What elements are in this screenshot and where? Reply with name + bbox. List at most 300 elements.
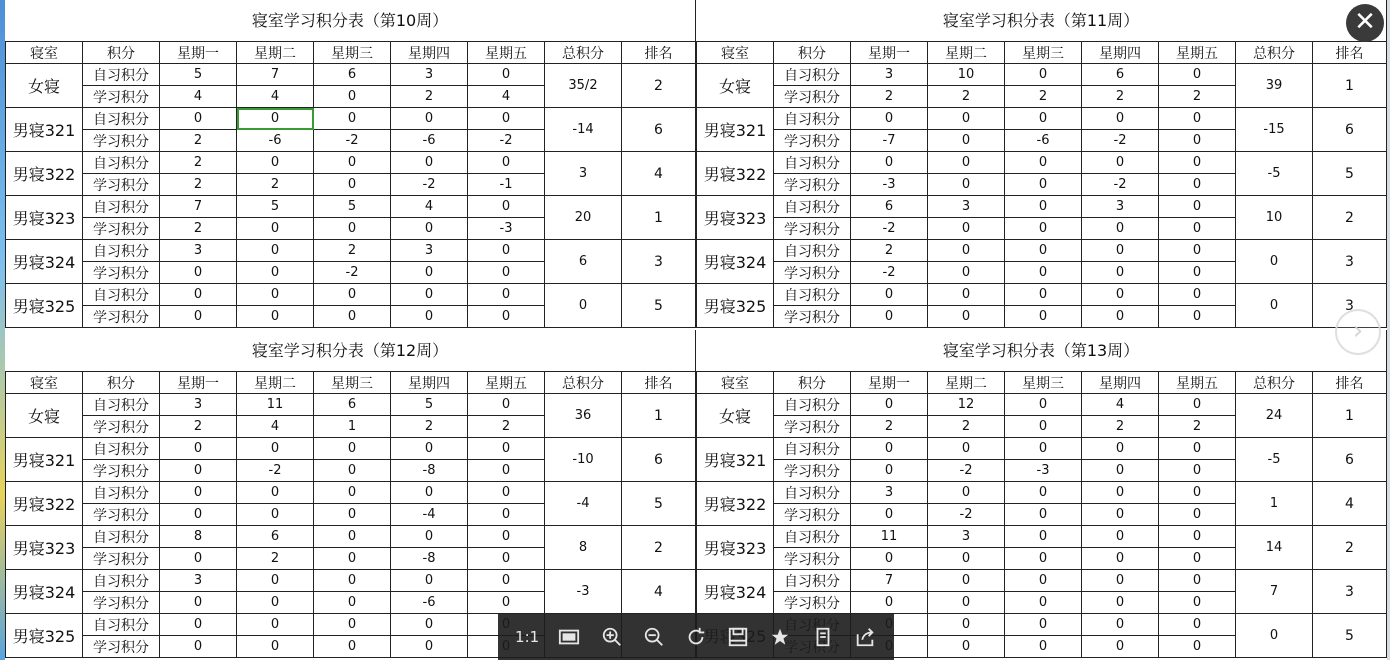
score-cell[interactable]: 0 — [1005, 64, 1082, 86]
score-type-cell[interactable]: 自习积分 — [83, 64, 160, 86]
score-cell[interactable]: 0 — [468, 548, 545, 570]
score-cell[interactable]: 0 — [160, 284, 237, 306]
score-cell[interactable]: 0 — [314, 108, 391, 130]
score-cell[interactable]: 0 — [314, 592, 391, 614]
score-cell[interactable]: 4 — [237, 416, 314, 438]
score-cell[interactable]: 0 — [1005, 548, 1082, 570]
score-type-cell[interactable]: 自习积分 — [83, 526, 160, 548]
score-cell[interactable]: 2 — [391, 416, 468, 438]
score-type-cell[interactable]: 自习积分 — [774, 108, 851, 130]
score-cell[interactable]: 0 — [1005, 592, 1082, 614]
score-cell[interactable]: 2 — [851, 416, 928, 438]
share-button[interactable] — [849, 621, 881, 653]
score-cell[interactable]: 0 — [391, 262, 468, 284]
score-cell[interactable]: 0 — [1159, 504, 1236, 526]
save-button[interactable] — [722, 621, 754, 653]
score-cell[interactable]: 2 — [160, 416, 237, 438]
score-cell[interactable]: 2 — [928, 86, 1005, 108]
total-score-cell[interactable]: 36 — [545, 394, 622, 438]
score-cell[interactable]: 0 — [1005, 570, 1082, 592]
score-cell[interactable]: 2 — [928, 416, 1005, 438]
score-cell[interactable]: 0 — [1159, 152, 1236, 174]
score-cell[interactable]: 0 — [468, 108, 545, 130]
score-cell[interactable]: 0 — [237, 284, 314, 306]
score-cell[interactable]: 2 — [160, 218, 237, 240]
score-cell[interactable]: 4 — [1082, 394, 1159, 416]
score-cell[interactable]: 11 — [237, 394, 314, 416]
score-cell[interactable]: 0 — [237, 306, 314, 328]
rank-cell[interactable]: 6 — [1313, 108, 1387, 152]
score-cell[interactable]: 0 — [468, 504, 545, 526]
room-name-cell[interactable]: 男寝324 — [6, 240, 83, 284]
score-cell[interactable]: 0 — [1159, 614, 1236, 636]
score-type-cell[interactable]: 自习积分 — [83, 152, 160, 174]
score-cell[interactable]: 5 — [391, 394, 468, 416]
score-cell[interactable]: 0 — [237, 482, 314, 504]
score-cell[interactable]: -7 — [851, 130, 928, 152]
score-cell[interactable]: 0 — [851, 394, 928, 416]
score-cell[interactable]: 0 — [160, 262, 237, 284]
total-score-cell[interactable]: -10 — [545, 438, 622, 482]
score-cell[interactable]: 0 — [1005, 614, 1082, 636]
score-cell[interactable]: -8 — [391, 460, 468, 482]
rank-cell[interactable]: 2 — [622, 526, 696, 570]
score-type-cell[interactable]: 学习积分 — [774, 592, 851, 614]
score-cell[interactable]: 0 — [851, 306, 928, 328]
rank-cell[interactable]: 2 — [622, 64, 696, 108]
score-cell[interactable]: 4 — [468, 86, 545, 108]
score-cell[interactable]: 0 — [160, 504, 237, 526]
score-cell[interactable]: 0 — [1005, 482, 1082, 504]
score-type-cell[interactable]: 学习积分 — [774, 262, 851, 284]
score-cell[interactable]: -3 — [1005, 460, 1082, 482]
room-name-cell[interactable]: 女寝 — [6, 394, 83, 438]
score-cell[interactable]: 3 — [851, 64, 928, 86]
score-cell[interactable]: 0 — [391, 438, 468, 460]
score-cell[interactable]: 0 — [314, 460, 391, 482]
score-cell[interactable]: 0 — [160, 482, 237, 504]
room-name-cell[interactable]: 男寝323 — [6, 526, 83, 570]
score-cell[interactable]: 0 — [160, 548, 237, 570]
score-cell[interactable]: 0 — [314, 482, 391, 504]
score-type-cell[interactable]: 学习积分 — [83, 86, 160, 108]
score-cell[interactable]: 0 — [851, 460, 928, 482]
score-type-cell[interactable]: 学习积分 — [774, 86, 851, 108]
score-cell[interactable]: -6 — [237, 130, 314, 152]
score-cell[interactable]: 2 — [1082, 416, 1159, 438]
score-cell[interactable]: 0 — [928, 240, 1005, 262]
score-cell[interactable]: 0 — [928, 614, 1005, 636]
close-button[interactable] — [1346, 4, 1384, 42]
room-name-cell[interactable]: 女寝 — [697, 394, 774, 438]
score-cell[interactable]: -6 — [1005, 130, 1082, 152]
score-cell[interactable]: 0 — [1005, 636, 1082, 658]
score-cell[interactable]: 0 — [314, 614, 391, 636]
score-cell[interactable]: 0 — [1159, 130, 1236, 152]
room-name-cell[interactable]: 男寝324 — [6, 570, 83, 614]
room-name-cell[interactable]: 男寝321 — [697, 108, 774, 152]
score-cell[interactable]: 0 — [1005, 174, 1082, 196]
score-cell[interactable]: 0 — [468, 262, 545, 284]
rank-cell[interactable]: 3 — [622, 240, 696, 284]
rank-cell[interactable]: 2 — [1313, 526, 1387, 570]
score-cell[interactable]: 0 — [1159, 438, 1236, 460]
score-cell[interactable]: 0 — [468, 592, 545, 614]
score-type-cell[interactable]: 学习积分 — [83, 592, 160, 614]
score-cell[interactable]: 0 — [851, 438, 928, 460]
score-cell[interactable]: 4 — [237, 86, 314, 108]
score-cell[interactable]: 11 — [851, 526, 928, 548]
score-cell[interactable]: 1 — [314, 416, 391, 438]
rank-cell[interactable]: 6 — [622, 438, 696, 482]
score-cell[interactable]: 0 — [237, 592, 314, 614]
rank-cell[interactable]: 6 — [1313, 438, 1387, 482]
score-type-cell[interactable]: 自习积分 — [774, 64, 851, 86]
score-cell[interactable]: 0 — [1082, 240, 1159, 262]
score-cell[interactable]: -2 — [314, 130, 391, 152]
total-score-cell[interactable]: 35/2 — [545, 64, 622, 108]
score-cell[interactable]: 0 — [237, 152, 314, 174]
score-cell[interactable]: 7 — [851, 570, 928, 592]
score-cell[interactable]: 0 — [1082, 284, 1159, 306]
score-cell[interactable]: 0 — [1159, 240, 1236, 262]
score-cell[interactable]: 0 — [160, 306, 237, 328]
score-cell[interactable]: 0 — [1005, 262, 1082, 284]
score-cell[interactable]: 8 — [160, 526, 237, 548]
rank-cell[interactable]: 1 — [622, 394, 696, 438]
score-cell[interactable]: 0 — [237, 108, 314, 130]
fit-window-button[interactable] — [553, 621, 585, 653]
rank-cell[interactable]: 1 — [1313, 64, 1387, 108]
score-type-cell[interactable]: 学习积分 — [83, 306, 160, 328]
score-cell[interactable]: 0 — [237, 636, 314, 658]
score-cell[interactable]: 0 — [1082, 548, 1159, 570]
score-cell[interactable]: 0 — [314, 174, 391, 196]
score-cell[interactable]: -8 — [391, 548, 468, 570]
total-score-cell[interactable]: -14 — [545, 108, 622, 152]
total-score-cell[interactable]: -5 — [1236, 152, 1313, 196]
score-cell[interactable]: 0 — [928, 262, 1005, 284]
score-cell[interactable]: 0 — [928, 284, 1005, 306]
score-cell[interactable]: 0 — [314, 86, 391, 108]
score-cell[interactable]: -2 — [237, 460, 314, 482]
room-name-cell[interactable]: 男寝323 — [6, 196, 83, 240]
total-score-cell[interactable]: 24 — [1236, 394, 1313, 438]
copy-button[interactable] — [807, 621, 839, 653]
score-cell[interactable]: 0 — [468, 284, 545, 306]
score-cell[interactable]: 2 — [1082, 86, 1159, 108]
score-cell[interactable]: 0 — [468, 438, 545, 460]
zoom-out-button[interactable] — [638, 621, 670, 653]
room-name-cell[interactable]: 男寝325 — [697, 284, 774, 328]
score-type-cell[interactable]: 学习积分 — [774, 130, 851, 152]
score-type-cell[interactable]: 学习积分 — [774, 416, 851, 438]
score-cell[interactable]: 0 — [1005, 218, 1082, 240]
score-cell[interactable]: 0 — [851, 592, 928, 614]
score-cell[interactable]: 0 — [1005, 438, 1082, 460]
score-cell[interactable]: 0 — [851, 504, 928, 526]
score-cell[interactable]: 0 — [1159, 284, 1236, 306]
room-name-cell[interactable]: 男寝321 — [6, 108, 83, 152]
score-cell[interactable]: 0 — [928, 218, 1005, 240]
score-cell[interactable]: 0 — [1005, 284, 1082, 306]
score-cell[interactable]: 0 — [851, 152, 928, 174]
score-cell[interactable]: 0 — [391, 636, 468, 658]
score-cell[interactable]: 0 — [1082, 306, 1159, 328]
score-cell[interactable]: 0 — [928, 570, 1005, 592]
room-name-cell[interactable]: 男寝322 — [6, 482, 83, 526]
score-cell[interactable]: 0 — [928, 130, 1005, 152]
score-type-cell[interactable]: 自习积分 — [774, 394, 851, 416]
score-cell[interactable]: 0 — [237, 262, 314, 284]
room-name-cell[interactable]: 男寝325 — [6, 614, 83, 658]
score-cell[interactable]: 0 — [1005, 416, 1082, 438]
score-cell[interactable]: 0 — [160, 614, 237, 636]
rank-cell[interactable]: 1 — [622, 196, 696, 240]
next-image-button[interactable] — [1335, 309, 1381, 355]
score-cell[interactable]: 0 — [1159, 636, 1236, 658]
score-cell[interactable]: 0 — [468, 460, 545, 482]
score-cell[interactable]: -2 — [391, 174, 468, 196]
score-cell[interactable]: -2 — [314, 262, 391, 284]
score-cell[interactable]: 6 — [1082, 64, 1159, 86]
rank-cell[interactable]: 6 — [622, 108, 696, 152]
room-name-cell[interactable]: 男寝321 — [6, 438, 83, 482]
score-cell[interactable]: 0 — [1159, 262, 1236, 284]
score-cell[interactable]: 0 — [1159, 482, 1236, 504]
score-cell[interactable]: 0 — [928, 592, 1005, 614]
score-cell[interactable]: 0 — [314, 438, 391, 460]
score-cell[interactable]: 0 — [1005, 108, 1082, 130]
score-cell[interactable]: 0 — [468, 196, 545, 218]
score-cell[interactable]: 0 — [468, 526, 545, 548]
score-cell[interactable]: -3 — [468, 218, 545, 240]
score-cell[interactable]: 0 — [391, 284, 468, 306]
score-type-cell[interactable]: 学习积分 — [83, 548, 160, 570]
score-cell[interactable]: 0 — [1159, 570, 1236, 592]
rank-cell[interactable]: 3 — [1313, 284, 1387, 328]
score-type-cell[interactable]: 自习积分 — [774, 196, 851, 218]
room-name-cell[interactable]: 男寝322 — [6, 152, 83, 196]
score-type-cell[interactable]: 学习积分 — [83, 130, 160, 152]
score-cell[interactable]: 0 — [237, 218, 314, 240]
score-cell[interactable]: 0 — [391, 614, 468, 636]
score-cell[interactable]: 0 — [1005, 240, 1082, 262]
score-cell[interactable]: -2 — [468, 130, 545, 152]
score-cell[interactable]: 3 — [160, 240, 237, 262]
score-cell[interactable]: 0 — [1159, 394, 1236, 416]
score-cell[interactable]: 0 — [391, 306, 468, 328]
score-cell[interactable]: 0 — [1082, 570, 1159, 592]
score-cell[interactable]: 0 — [237, 438, 314, 460]
score-cell[interactable]: 7 — [237, 64, 314, 86]
score-cell[interactable]: 0 — [928, 636, 1005, 658]
score-cell[interactable]: 0 — [314, 548, 391, 570]
score-cell[interactable]: 0 — [1159, 108, 1236, 130]
score-cell[interactable]: 0 — [160, 438, 237, 460]
rank-cell[interactable]: 5 — [1313, 152, 1387, 196]
score-cell[interactable]: 2 — [160, 174, 237, 196]
score-cell[interactable]: 0 — [468, 482, 545, 504]
score-cell[interactable]: 2 — [1159, 416, 1236, 438]
score-cell[interactable]: 0 — [851, 284, 928, 306]
room-name-cell[interactable]: 男寝322 — [697, 482, 774, 526]
score-type-cell[interactable]: 学习积分 — [83, 636, 160, 658]
score-cell[interactable]: 0 — [1159, 592, 1236, 614]
rank-cell[interactable]: 3 — [1313, 240, 1387, 284]
score-cell[interactable]: 3 — [160, 570, 237, 592]
score-cell[interactable]: 0 — [1082, 482, 1159, 504]
score-type-cell[interactable]: 自习积分 — [774, 240, 851, 262]
score-cell[interactable]: -2 — [928, 504, 1005, 526]
score-cell[interactable]: -2 — [1082, 130, 1159, 152]
score-cell[interactable]: 0 — [851, 548, 928, 570]
score-cell[interactable]: 5 — [314, 196, 391, 218]
score-cell[interactable]: 0 — [1082, 526, 1159, 548]
score-cell[interactable]: 0 — [1159, 526, 1236, 548]
score-type-cell[interactable]: 自习积分 — [83, 108, 160, 130]
score-cell[interactable]: 0 — [1159, 64, 1236, 86]
total-score-cell[interactable]: 20 — [545, 196, 622, 240]
score-cell[interactable]: 5 — [160, 64, 237, 86]
score-cell[interactable]: 0 — [237, 614, 314, 636]
score-cell[interactable]: 0 — [160, 592, 237, 614]
score-cell[interactable]: 0 — [1005, 196, 1082, 218]
rank-cell[interactable]: 5 — [1313, 614, 1387, 658]
total-score-cell[interactable]: 10 — [1236, 196, 1313, 240]
score-cell[interactable]: 0 — [928, 306, 1005, 328]
total-score-cell[interactable]: 0 — [1236, 284, 1313, 328]
score-cell[interactable]: 6 — [237, 526, 314, 548]
score-cell[interactable]: 0 — [1159, 174, 1236, 196]
favorite-button[interactable] — [764, 621, 796, 653]
score-type-cell[interactable]: 学习积分 — [774, 548, 851, 570]
score-cell[interactable]: 2 — [160, 152, 237, 174]
score-cell[interactable]: -6 — [391, 130, 468, 152]
score-cell[interactable]: 0 — [237, 504, 314, 526]
score-cell[interactable]: 0 — [928, 438, 1005, 460]
score-type-cell[interactable]: 学习积分 — [83, 174, 160, 196]
rank-cell[interactable]: 3 — [1313, 570, 1387, 614]
score-cell[interactable]: 0 — [1005, 504, 1082, 526]
score-cell[interactable]: 6 — [851, 196, 928, 218]
score-cell[interactable]: 0 — [1005, 526, 1082, 548]
score-cell[interactable]: 2 — [314, 240, 391, 262]
score-type-cell[interactable]: 自习积分 — [83, 394, 160, 416]
score-type-cell[interactable]: 自习积分 — [83, 196, 160, 218]
score-cell[interactable]: 3 — [391, 240, 468, 262]
score-cell[interactable]: 0 — [928, 152, 1005, 174]
score-cell[interactable]: 2 — [237, 548, 314, 570]
score-cell[interactable]: 0 — [391, 108, 468, 130]
rank-cell[interactable]: 4 — [1313, 482, 1387, 526]
room-name-cell[interactable]: 男寝321 — [697, 438, 774, 482]
score-cell[interactable]: 3 — [1082, 196, 1159, 218]
rank-cell[interactable]: 5 — [622, 482, 696, 526]
score-type-cell[interactable]: 学习积分 — [774, 218, 851, 240]
score-cell[interactable]: 0 — [1005, 306, 1082, 328]
total-score-cell[interactable]: 0 — [545, 284, 622, 328]
rank-cell[interactable]: 4 — [622, 570, 696, 614]
score-cell[interactable]: 0 — [1082, 636, 1159, 658]
score-cell[interactable]: 7 — [160, 196, 237, 218]
score-cell[interactable]: 0 — [1159, 306, 1236, 328]
score-type-cell[interactable]: 自习积分 — [83, 438, 160, 460]
room-name-cell[interactable]: 男寝325 — [6, 284, 83, 328]
score-type-cell[interactable]: 学习积分 — [83, 416, 160, 438]
score-cell[interactable]: 0 — [1159, 196, 1236, 218]
score-cell[interactable]: 2 — [237, 174, 314, 196]
score-cell[interactable]: 2 — [160, 130, 237, 152]
score-cell[interactable]: -1 — [468, 174, 545, 196]
score-cell[interactable]: 0 — [391, 152, 468, 174]
score-cell[interactable]: 0 — [160, 636, 237, 658]
score-cell[interactable]: 0 — [391, 570, 468, 592]
score-cell[interactable]: 0 — [1082, 438, 1159, 460]
score-type-cell[interactable]: 学习积分 — [774, 460, 851, 482]
score-cell[interactable]: 0 — [468, 64, 545, 86]
score-type-cell[interactable]: 学习积分 — [83, 218, 160, 240]
score-type-cell[interactable]: 学习积分 — [83, 262, 160, 284]
score-cell[interactable]: 2 — [851, 86, 928, 108]
score-cell[interactable]: 0 — [1082, 108, 1159, 130]
score-type-cell[interactable]: 自习积分 — [83, 570, 160, 592]
room-name-cell[interactable]: 男寝322 — [697, 152, 774, 196]
score-cell[interactable]: 2 — [1005, 86, 1082, 108]
rank-cell[interactable]: 4 — [622, 152, 696, 196]
score-cell[interactable]: 0 — [314, 526, 391, 548]
score-cell[interactable]: 3 — [851, 482, 928, 504]
score-cell[interactable]: 0 — [468, 152, 545, 174]
total-score-cell[interactable]: 0 — [1236, 240, 1313, 284]
score-cell[interactable]: 0 — [928, 482, 1005, 504]
score-cell[interactable]: 3 — [160, 394, 237, 416]
actual-size-button[interactable] — [511, 621, 543, 653]
total-score-cell[interactable]: 0 — [1236, 614, 1313, 658]
score-cell[interactable]: -2 — [1082, 174, 1159, 196]
rank-cell[interactable]: 2 — [1313, 196, 1387, 240]
score-cell[interactable]: 0 — [1159, 460, 1236, 482]
room-name-cell[interactable]: 女寝 — [697, 64, 774, 108]
score-cell[interactable]: 2 — [391, 86, 468, 108]
score-cell[interactable]: 0 — [468, 240, 545, 262]
room-name-cell[interactable]: 女寝 — [6, 64, 83, 108]
score-cell[interactable]: 3 — [928, 526, 1005, 548]
score-cell[interactable]: 0 — [1082, 504, 1159, 526]
score-cell[interactable]: 2 — [1159, 86, 1236, 108]
score-cell[interactable]: 0 — [391, 482, 468, 504]
score-cell[interactable]: 0 — [1082, 592, 1159, 614]
score-type-cell[interactable]: 自习积分 — [774, 482, 851, 504]
total-score-cell[interactable]: 14 — [1236, 526, 1313, 570]
score-cell[interactable]: 5 — [237, 196, 314, 218]
score-cell[interactable]: 0 — [314, 504, 391, 526]
total-score-cell[interactable]: 1 — [1236, 482, 1313, 526]
score-cell[interactable]: 0 — [314, 306, 391, 328]
score-cell[interactable]: 0 — [928, 174, 1005, 196]
score-cell[interactable]: 0 — [928, 548, 1005, 570]
score-cell[interactable]: 0 — [1005, 152, 1082, 174]
total-score-cell[interactable]: 8 — [545, 526, 622, 570]
score-cell[interactable]: 0 — [391, 526, 468, 548]
room-name-cell[interactable]: 男寝324 — [697, 240, 774, 284]
score-cell[interactable]: 0 — [1159, 218, 1236, 240]
score-cell[interactable]: 0 — [314, 570, 391, 592]
score-type-cell[interactable]: 自习积分 — [83, 482, 160, 504]
score-cell[interactable]: 4 — [160, 86, 237, 108]
score-cell[interactable]: 0 — [851, 108, 928, 130]
total-score-cell[interactable]: 3 — [545, 152, 622, 196]
